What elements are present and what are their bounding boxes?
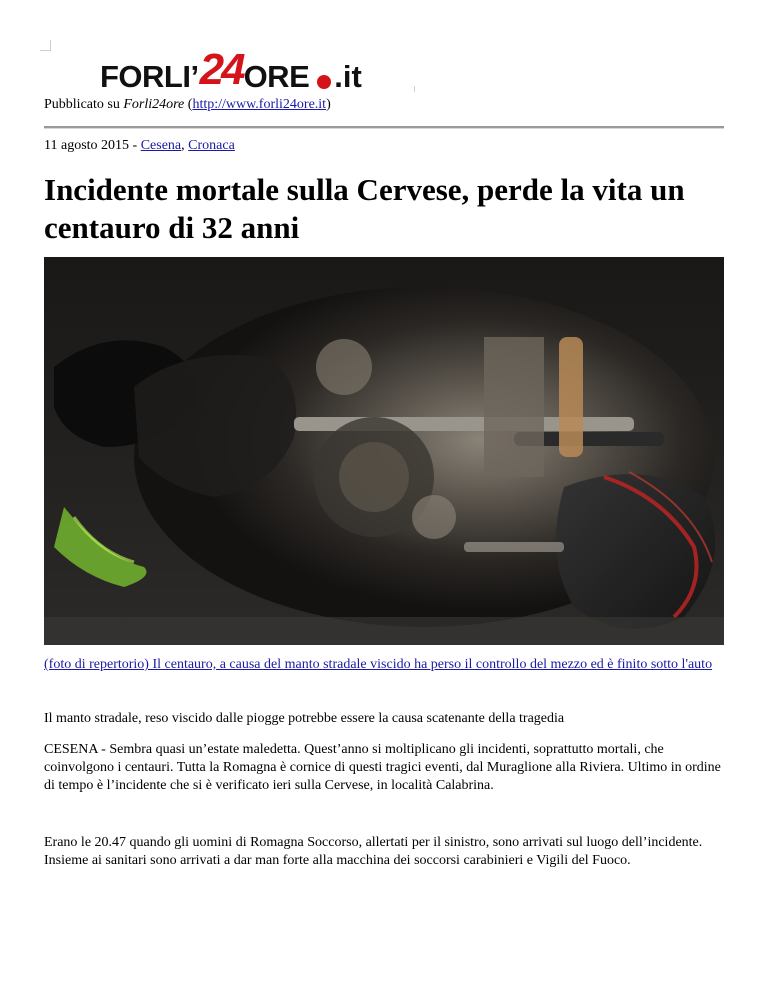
category-link-cesena[interactable]: Cesena	[140, 138, 182, 153]
article-lead: Il manto stradale, reso viscido dalle piogge potrebbe essere la causa scatenante della tragedia	[44, 711, 565, 726]
category-separator: ,	[181, 138, 189, 153]
article-date: 11 agosto 2015	[44, 138, 130, 153]
category-link-cronaca[interactable]: Cronaca	[188, 138, 235, 153]
article-title: Incidente mortale sulla Cervese, perde la vita un centauro di 32 anni	[44, 172, 685, 245]
site-logo[interactable]	[100, 44, 362, 92]
published-paren-open: (	[184, 97, 193, 112]
photo-caption-link[interactable]: (foto di repertorio) Il centauro, a causa del manto stradale viscido ha perso il controllo del mezzo ed è finito sotto l'auto	[44, 657, 713, 672]
logo-24-text: 24	[199, 45, 243, 94]
published-site-name: Forli24ore	[123, 97, 185, 112]
published-line	[44, 97, 331, 113]
logo-tld-text: .it	[334, 59, 362, 94]
article-paragraph: Erano le 20.47 quando gli uomini di Romagna Soccorso, allertati per il sinistro, sono arrivati sul luogo dell’incidente. Insieme ai sanitari sono arrivati a dar man forte alla macchina dei soccorsi carabinieri e Vigili del Fuoco.	[44, 835, 703, 868]
published-prefix: Pubblicato su	[44, 97, 124, 112]
site-url-link[interactable]: http://www.forli24ore.it	[192, 97, 327, 112]
logo-forli-text: FORLI’	[100, 59, 199, 94]
header-divider	[44, 126, 724, 129]
date-separator: -	[129, 138, 141, 153]
published-paren-close: )	[326, 97, 331, 112]
article-meta	[44, 138, 235, 154]
logo-ore-text: ORE	[243, 59, 310, 94]
article-photo	[44, 257, 724, 645]
photo-caption[interactable]	[44, 655, 724, 674]
article-paragraph: CESENA - Sembra quasi un’estate maledetta. Quest’anno si moltiplicano gli incidenti, soprattutto mortali, che coinvolgono i centauri. Tutta la Romagna è cornice di questi tragici eventi, dal Muraglione alla Riviera. Ultimo in ordine di tempo è l’incidente che si è verificato ieri sulla Cervese, in località Calabrina.	[44, 742, 721, 793]
logo-dot-icon	[317, 75, 331, 89]
corner-mark	[40, 40, 51, 51]
small-mark	[410, 86, 415, 92]
